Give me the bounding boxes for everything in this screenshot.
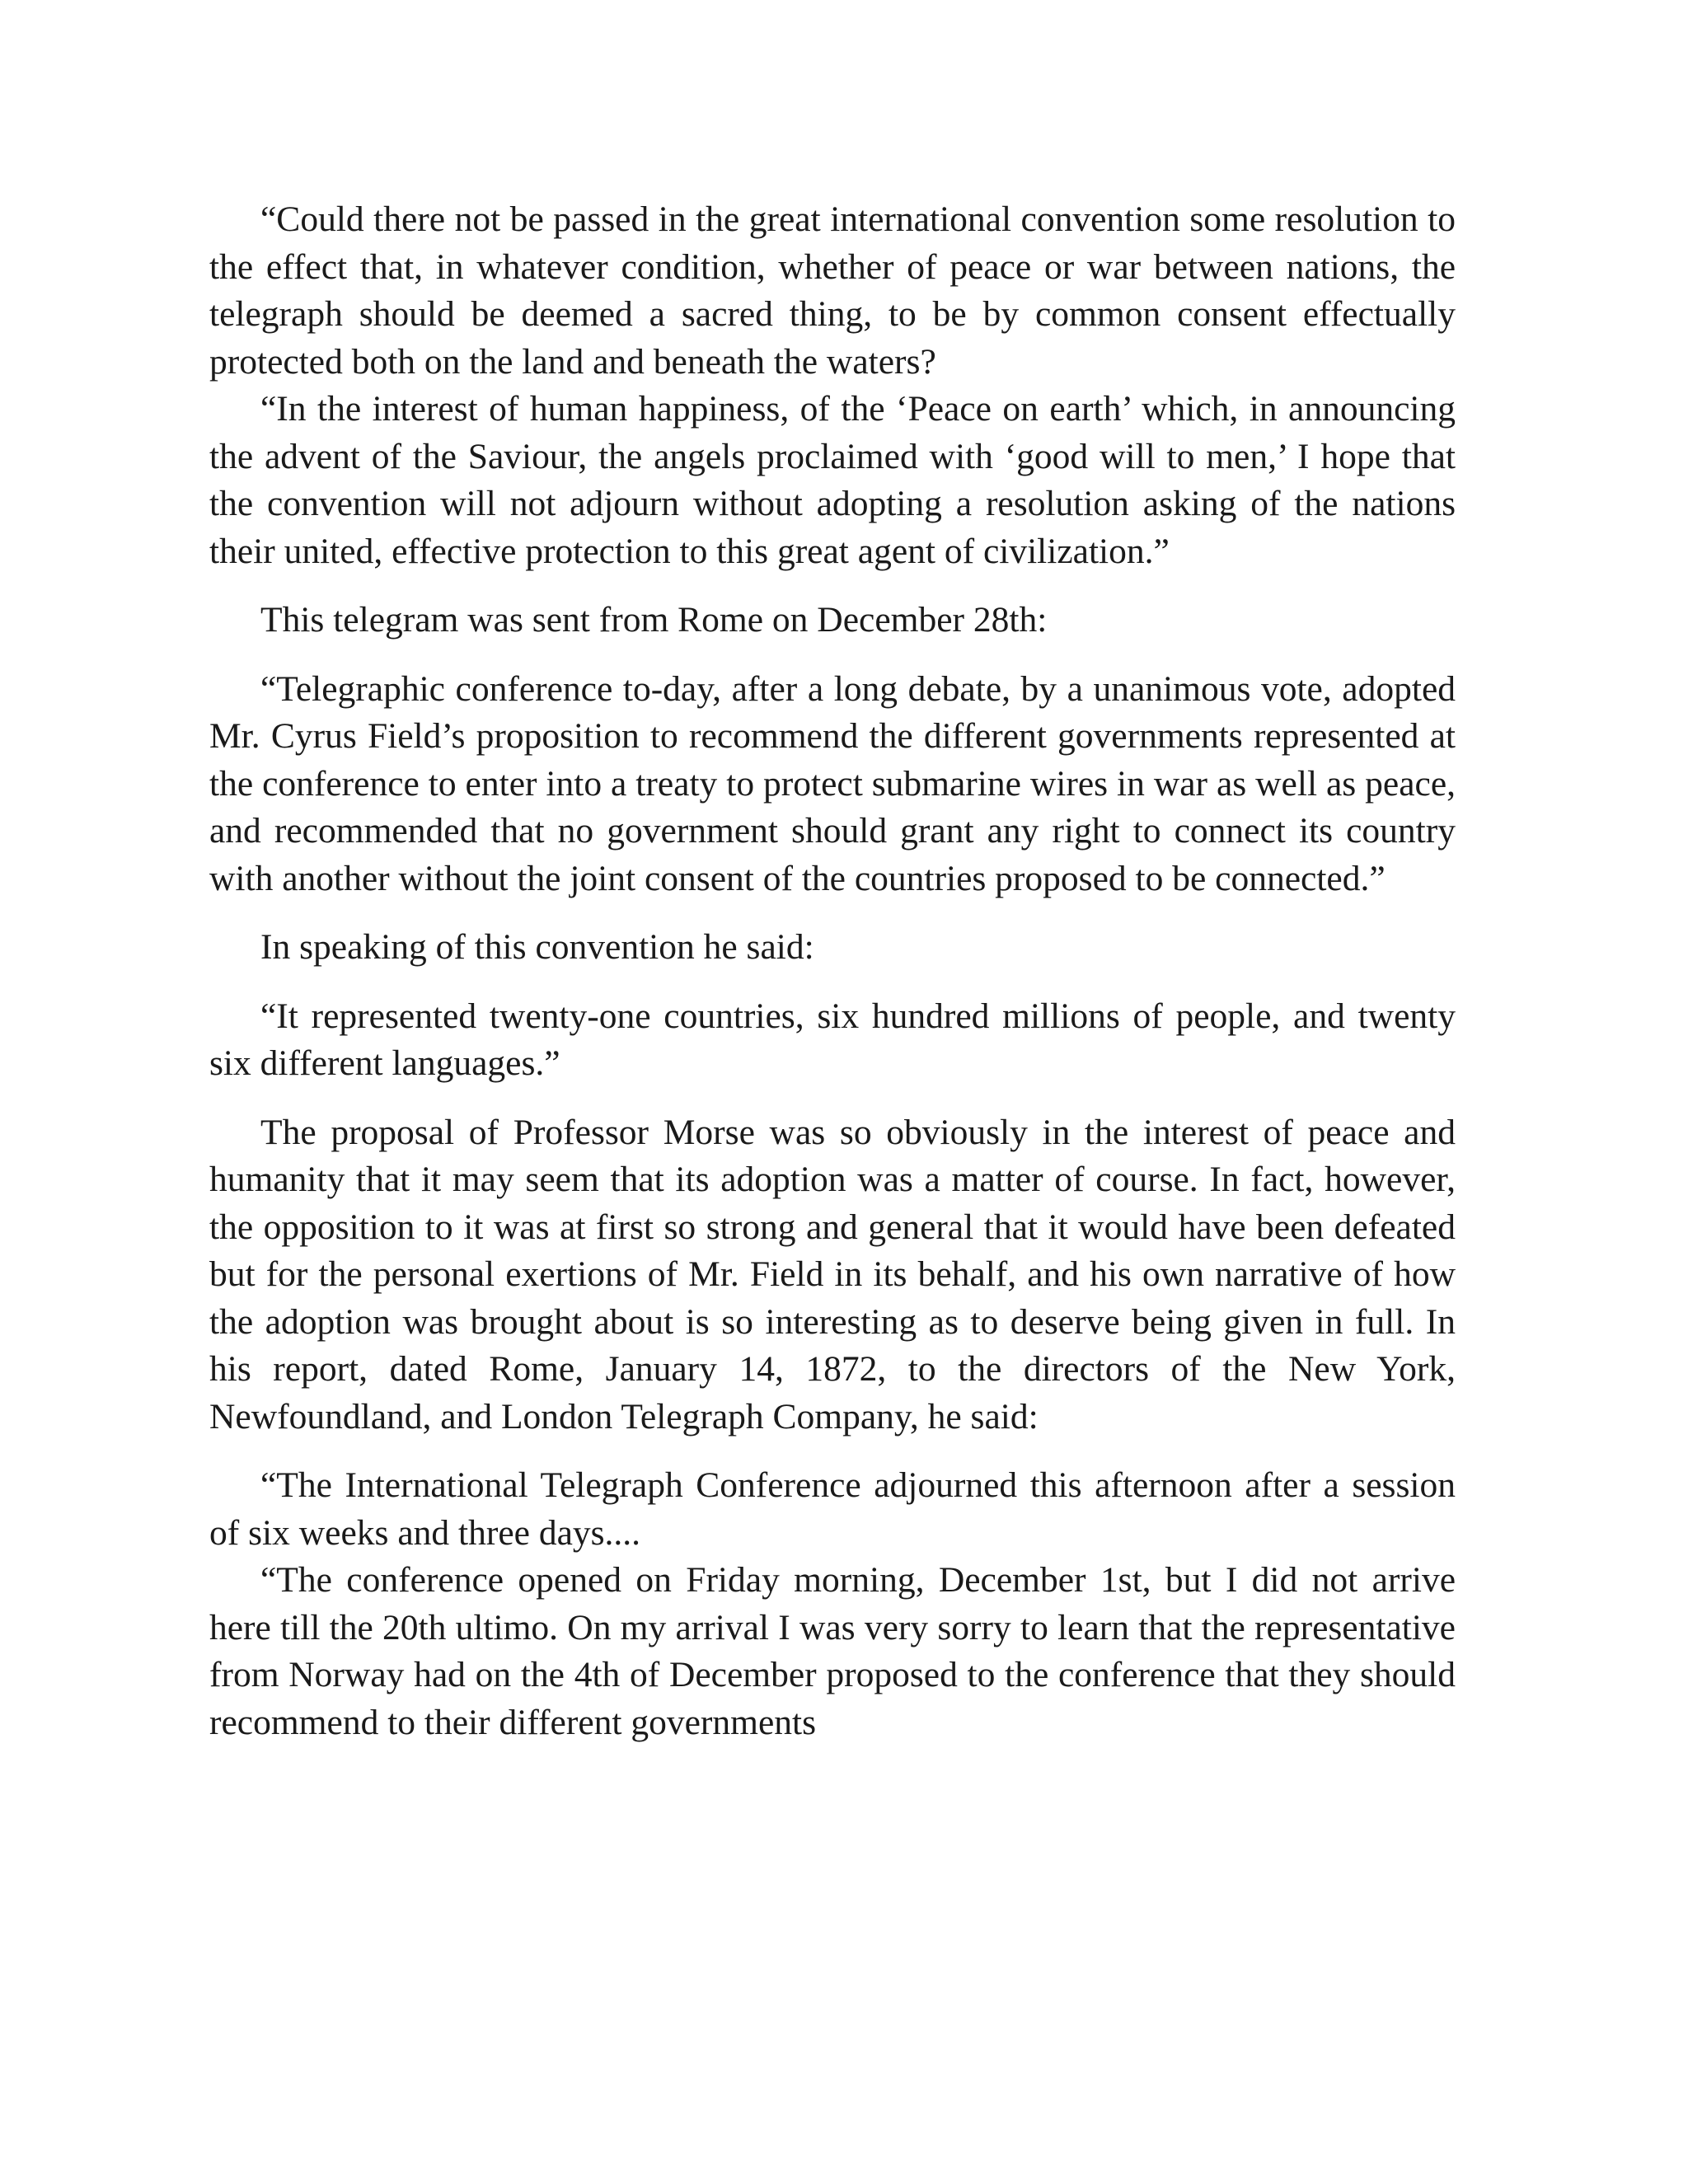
- paragraph-9: “The conference opened on Friday morning, December 1st, but I did not arrive here till the 20th ultimo. On my arrival I was very sorry to learn that the representative from Norway had on the 4th of December proposed to the conference that they should recommend to their different governments: [209, 1560, 1456, 1742]
- paragraph-2: “In the interest of human happiness, of the ‘Peace on earth’ which, in announcing the advent of the Saviour, the angels proclaimed with ‘good will to men,’ I hope that the convention will not adjourn without adopting a resolution asking of the nations their united, effective protection to this great agent of civilization.”: [209, 389, 1456, 571]
- paragraph-5: In speaking of this convention he said:: [260, 927, 814, 967]
- paragraph-8: “The International Telegraph Conference adjourned this afternoon after a session of six weeks and three days....: [209, 1465, 1456, 1553]
- document-page: [209, 196, 1456, 1746]
- paragraph-4: “Telegraphic conference to-day, after a long debate, by a unanimous vote, adopted Mr. Cyrus Field’s proposition to recommend the different governments represented at the conference to enter into a treaty to protect submarine wires in war as well as peace, and recommended that no government should grant any right to connect its country with another without the joint consent of the countries proposed to be connected.”: [209, 668, 1456, 898]
- paragraph-3: This telegram was sent from Rome on December 28th:: [260, 600, 1048, 640]
- paragraph-1: “Could there not be passed in the great international convention some resolution to the effect that, in whatever condition, whether of peace or war between nations, the telegraph should be deemed a sacred thing, to be by common consent effectually protected both on the land and beneath the waters?: [209, 199, 1456, 382]
- paragraph-6: “It represented twenty-one countries, six hundred millions of people, and twenty six different languages.”: [209, 996, 1456, 1083]
- paragraph-7: The proposal of Professor Morse was so obviously in the interest of peace and humanity that it may seem that its adoption was a matter of course. In fact, however, the opposition to it was at first so strong and general that it would have been defeated but for the personal exertions of Mr. Field in its behalf, and his own narrative of how the adoption was brought about is so interesting as to deserve being given in full. In his report, dated Rome, January 14, 1872, to the directors of the New York, Newfoundland, and London Telegraph Company, he said:: [209, 1112, 1456, 1436]
